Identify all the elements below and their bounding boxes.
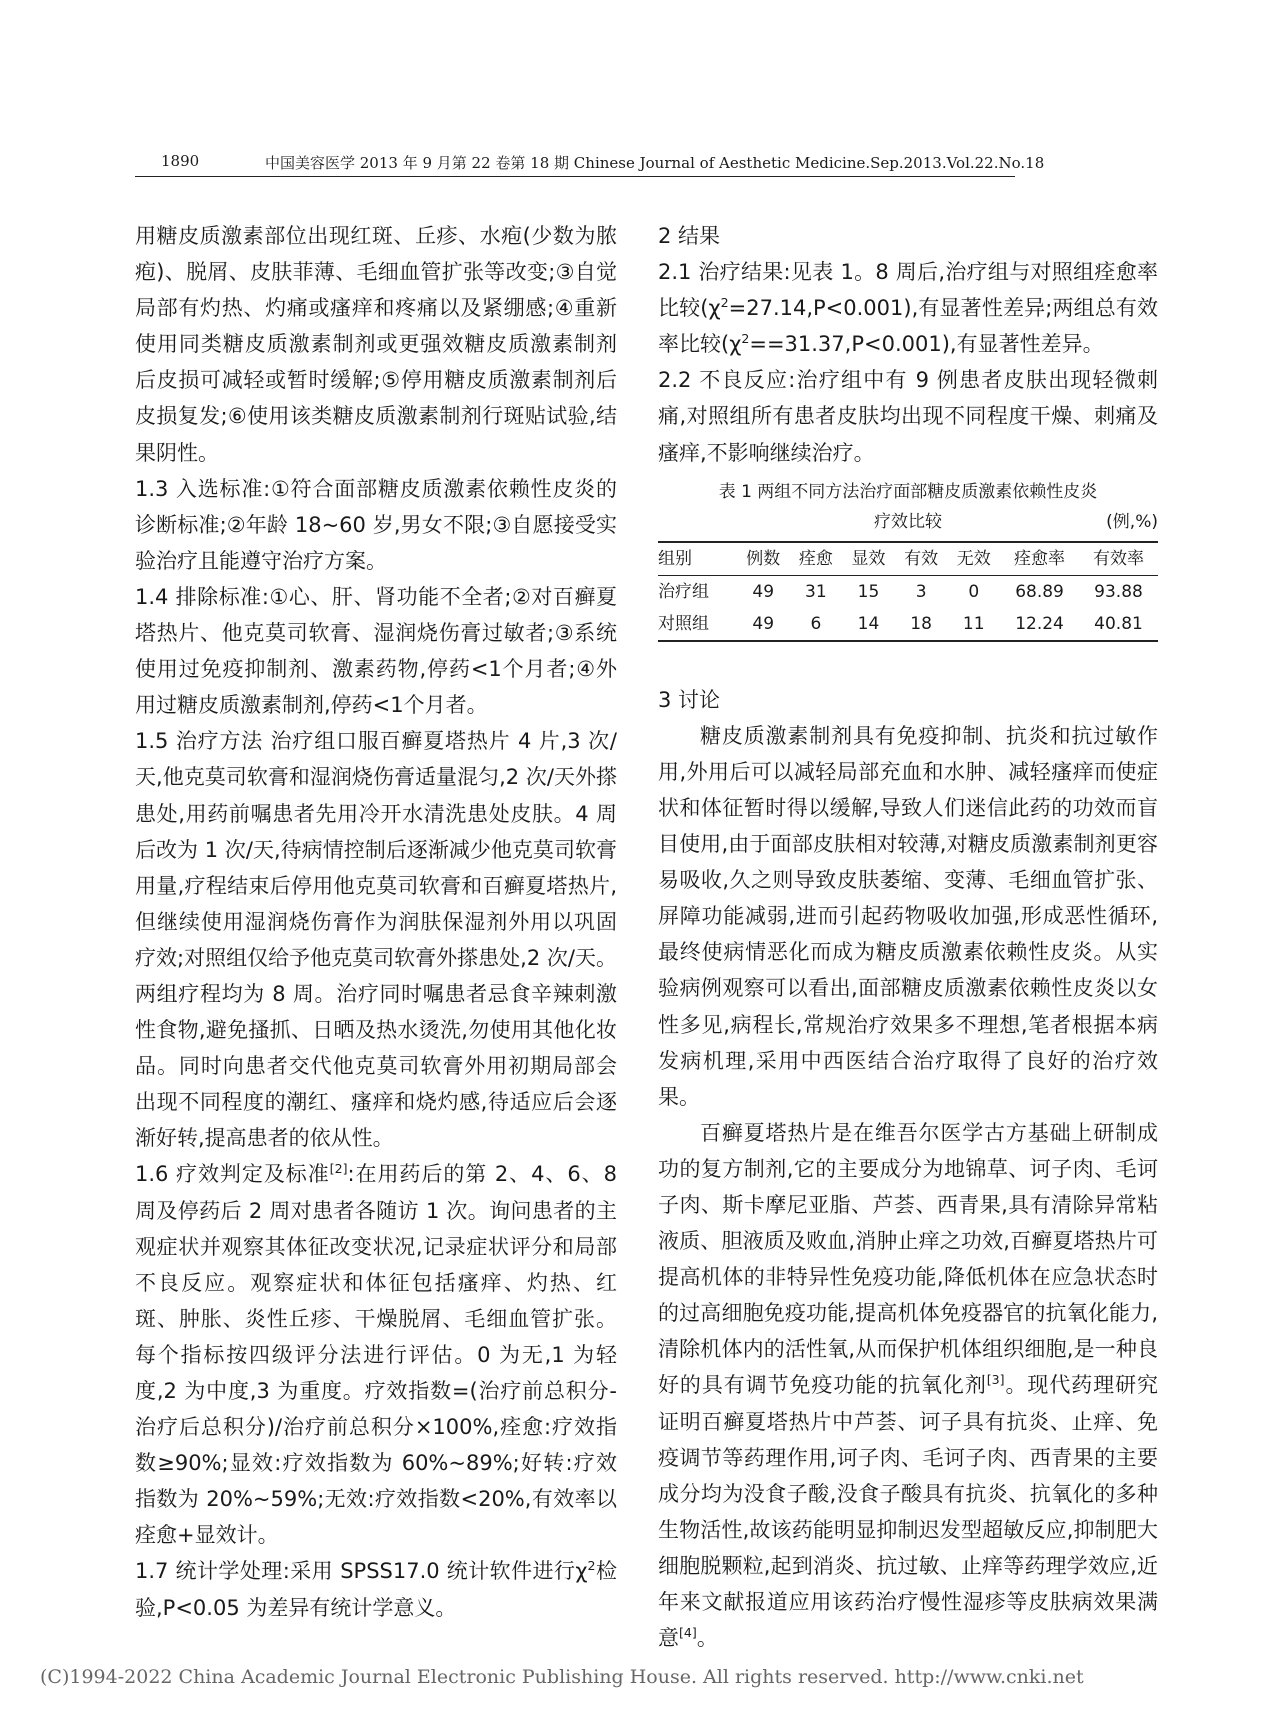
table-header: 痊愈 — [798, 548, 833, 569]
table-header: 例数 — [746, 548, 781, 569]
table-cell: 31 — [805, 581, 827, 602]
running-header — [135, 152, 1045, 178]
paragraph-statistics: 1.7 统计学处理:采用 SPSS17.0 统计软件进行$\chi^2$检验,P<0.05 为差异有统计学意义。 — [135, 1558, 618, 1620]
header-rule — [135, 176, 1015, 177]
table-cell: 3 — [915, 581, 927, 602]
table-caption-cont: 疗效比较 — [874, 511, 942, 532]
page-number: 1890 — [161, 152, 200, 170]
citation-ref: [2] — [329, 1161, 348, 1177]
table-cell: 49 — [752, 613, 775, 634]
table-cell: 12.24 — [1015, 613, 1064, 634]
table-cell: 11 — [962, 613, 985, 634]
table-header: 显效 — [851, 548, 886, 569]
citation-ref: [4] — [679, 1625, 697, 1641]
table-header: 有效 — [904, 548, 939, 569]
table-header: 组别 — [658, 548, 692, 569]
table-header: 痊愈率 — [1014, 548, 1066, 569]
table-header-row — [658, 542, 1158, 576]
table-unit: (例,%) — [1106, 511, 1158, 532]
citation-ref: [3] — [986, 1372, 1005, 1388]
table-cell: 治疗组 — [658, 581, 709, 602]
table-cell: 93.88 — [1094, 581, 1143, 602]
table-cell: 14 — [857, 613, 880, 634]
paragraph-discussion-2: 百癣夏塔热片是在维吾尔医学古方基础上研制成功的复方制剂,它的主要成分为地锦草、诃子肉、毛诃子肉、斯卡摩尼亚脂、芦荟、西青果,具有清除异常粘液质、胆液质及败血,消肿止痒之功效,百癣夏塔热片可提高机体的非特异性免疫功能,降低机体在应急状态时的过高细胞免疫功能,提高机体免疫器官的抗氧化能力,清除机体内的活性氧,从而保护机体组织细胞,是一种良好的具有调节免疫功能的抗氧化剂[3]。现代药理研究证明百癣夏塔热片中芦荟、诃子具有抗炎、止痒、免疫调节等药理作用,诃子肉、毛诃子肉、西青果的主要成分均为没食子酸,没食子酸具有抗炎、抗氧化的多种生物活性,故该药能明显抑制迟发型超敏反应,抑制肥大细胞脱颗粒,起到消炎、抗过敏、止痒等药理学效应,近年来文献报道应用该药治疗慢性湿疹等皮肤病效果满意[4]。 — [658, 1120, 1159, 1651]
paragraph-diagnosis-cont: 用糖皮质激素部位出现红斑、丘疹、水疱(少数为脓疱)、脱屑、皮肤菲薄、毛细血管扩张等改变;③自觉局部有灼热、灼痛或瘙痒和疼痛以及紧绷感;④重新使用同类糖皮质激素制剂或更强效糖皮质激素制剂后皮损可减轻或暂时缓解;⑤停用糖皮质激素制剂后皮损复发;⑥使用该类糖皮质激素制剂行斑贴试验,结果阴性。 — [135, 224, 617, 465]
right-column — [658, 218, 1158, 1656]
spacer — [658, 642, 1158, 682]
table-header: 有效率 — [1093, 548, 1144, 569]
table-row — [658, 575, 1158, 608]
results-table — [658, 541, 1158, 642]
section-heading-results: 2 结果 — [658, 224, 721, 248]
table-cell: 对照组 — [658, 613, 709, 634]
table-cell: 15 — [857, 581, 880, 602]
paragraph-exclusion: 1.4 排除标准:①心、肝、肾功能不全者;②对百癣夏塔热片、他克莫司软膏、湿润烧伤膏过敏者;③系统使用过免疫抑制剂、激素药物,停药<1个月者;④外用过糖皮质激素制剂,停药<1个月者。 — [135, 584, 617, 718]
paragraph-discussion-1: 糖皮质激素制剂具有免疫抑制、抗炎和抗过敏作用,外用后可以减轻局部充血和水肿、减轻瘙痒而使症状和体征暂时得以缓解,导致人们迷信此药的功效而盲目使用,由于面部皮肤相对较薄,对糖皮质激素制剂更容易吸收,久之则导致皮肤萎缩、变薄、毛细血管扩张、屏障功能减弱,进而引起药物吸收加强,形成恶性循环,最终使病情恶化而成为糖皮质激素依赖性皮炎。从实验病例观察可以看出,面部糖皮质激素依赖性皮炎以女性多见,病程长,常规治疗效果多不理想,笔者根据本病发病机理,采用中西医结合治疗取得了良好的治疗效果。 — [658, 723, 1158, 1109]
table-caption: 表 1 两组不同方法治疗面部糖皮质激素依赖性皮炎 — [718, 481, 1098, 502]
table-row — [658, 608, 1158, 641]
journal-citation: 中国美容医学 2013 年 9 月第 22 卷第 18 期 Chinese Journal of Aesthetic Medicine.Sep.2013.Vol.22.No.18 — [265, 154, 1045, 172]
table-cell: 68.89 — [1015, 581, 1064, 602]
table-cell: 40.81 — [1094, 613, 1143, 634]
paragraph-adverse: 2.2 不良反应:治疗组中有 9 例患者皮肤出现轻微刺痛,对照组所有患者皮肤均出现不同程度干燥、刺痛及瘙痒,不影响继续治疗。 — [658, 368, 1158, 465]
table-cell: 0 — [968, 581, 980, 602]
table-header: 无效 — [956, 548, 991, 569]
paragraph-efficacy: 1.6 疗效判定及标准[2]:在用药后的第 2、4、6、8 周及停药后 2 周对患者各随访 1 次。询问患者的主观症状并观察其体征改变状况,记录症状评分和局部不良反应。观察症状和体征包括瘙痒、灼热、红斑、肿胀、炎性丘疹、干燥脱屑、毛细血管扩张。每个指标按四级评分法进行评估。0 为无,1 为轻度,2 为中度,3 为重度。疗效指数=(治疗前总积分-治疗后总积分)/治疗前总积分×100%,痊愈:疗效指数≥90%;显效:疗效指数为 60%~89%;好转:疗效指数为 20%~59%;无效:疗效指数<20%,有效率以痊愈+显效计。 — [135, 1161, 617, 1548]
table-caption-line2 — [658, 507, 1158, 537]
paragraph-inclusion: 1.3 入选标准:①符合面部糖皮质激素依赖性皮炎的诊断标准;②年龄 18~60 岁,男女不限;③自愿接受实验治疗且能遵守治疗方案。 — [135, 476, 617, 573]
copyright-footer: (C)1994-2022 China Academic Journal Electronic Publishing House. All rights reserved. http://www.cnki.net — [40, 1666, 1084, 1688]
table-cell: 6 — [810, 613, 822, 634]
left-column — [135, 218, 617, 1626]
section-heading-discussion: 3 讨论 — [658, 687, 721, 712]
table-cell: 49 — [752, 581, 775, 602]
paragraph-results: 2.1 治疗结果:见表 1。8 周后,治疗组与对照组痊愈率比较$(\chi^2=27.14,P<0.001)$,有显著性差异;两组总有效率比较$(\chi^2==31.37,P<0.001)$,有显著性差异。 — [658, 260, 1158, 357]
table-cell: 18 — [910, 613, 932, 634]
paragraph-treatment: 1.5 治疗方法 治疗组口服百癣夏塔热片 4 片,3 次/天,他克莫司软膏和湿润烧伤膏适量混匀,2 次/天外搽患处,用药前嘱患者先用冷开水清洗患处皮肤。4 周后改为 1 次/天,待病情控制后逐渐减少他克莫司软膏用量,疗程结束后停用他克莫司软膏和百癣夏塔热片,但继续使用湿润烧伤膏作为润肤保湿剂外用以巩固疗效;对照组仅给予他克莫司软膏外搽患处,2 次/天。两组疗程均为 8 周。治疗同时嘱患者忌食辛辣刺激性食物,避免搔抓、日晒及热水烫洗,勿使用其他化妆品。同时向患者交代他克莫司软膏外用初期局部会出现不同程度的潮红、瘙痒和烧灼感,待适应后会逐渐好转,提高患者的依从性。 — [135, 729, 617, 1151]
